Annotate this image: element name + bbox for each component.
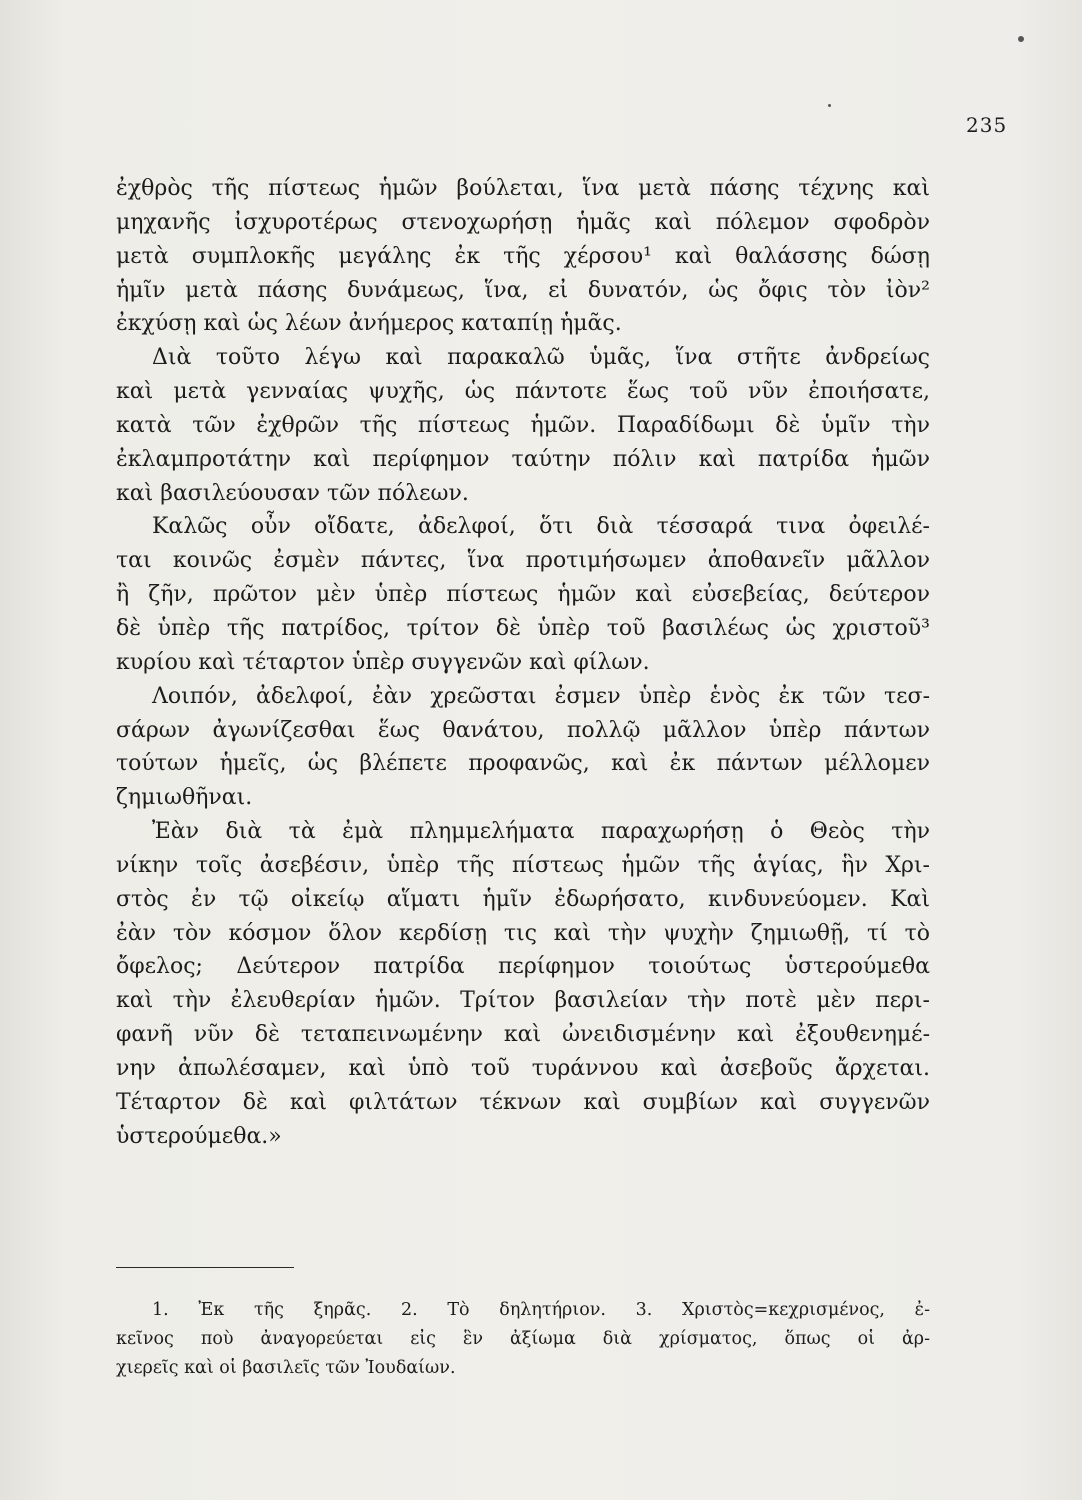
footnote-line: κεῖνος ποὺ ἀναγορεύεται εἰς ἓν ἀξίωμα διὰ χρίσματος, ὅπως οἱ ἀρ-	[116, 1329, 930, 1349]
text-line: μετὰ συμπλοκῆς μεγάλης ἐκ τῆς χέρσου¹ καὶ θαλάσσης δώσῃ	[116, 243, 930, 269]
text-line: μηχανῆς ἰσχυροτέρως στενοχωρήσῃ ἡμᾶς καὶ πόλεμον σφοδρὸν	[116, 209, 930, 235]
text-line: καὶ μετὰ γενναίας ψυχῆς, ὡς πάντοτε ἕως τοῦ νῦν ἐποιήσατε,	[116, 379, 930, 405]
paragraph-first-line: Διὰ τοῦτο λέγω καὶ παρακαλῶ ὑμᾶς, ἵνα στῆτε ἀνδρείως	[152, 345, 930, 371]
text-line: νην ἀπωλέσαμεν, καὶ ὑπὸ τοῦ τυράννου καὶ ἀσεβοῦς ἄρχεται.	[116, 1055, 930, 1081]
text-line: ὄφελος; Δεύτερον πατρίδα περίφημον τοιούτως ὑστερούμεθα	[116, 954, 930, 980]
text-line: τούτων ἡμεῖς, ὡς βλέπετε προφανῶς, καὶ ἐκ πάντων μέλλομεν	[116, 751, 930, 777]
text-line: ἐκλαμπροτάτην καὶ περίφημον ταύτην πόλιν καὶ πατρίδα ἡμῶν	[116, 446, 930, 472]
text-line: Τέταρτον δὲ καὶ φιλτάτων τέκνων καὶ συμβίων καὶ συγγενῶν	[116, 1089, 930, 1115]
text-line: ται κοινῶς ἐσμὲν πάντες, ἵνα προτιμήσωμεν ἀποθανεῖν μᾶλλον	[116, 548, 930, 574]
footnotes	[116, 1296, 930, 1383]
text-line: ἡμῖν μετὰ πάσης δυνάμεως, ἵνα, εἰ δυνατόν, ὡς ὄφις τὸν ἰὸν²	[116, 277, 930, 303]
text-line: ὑστερούμεθα.»	[116, 1123, 282, 1149]
text-line: ἐκχύσῃ καὶ ὡς λέων ἀνήμερος καταπίῃ ἡμᾶς.	[116, 311, 622, 337]
text-line: ἢ ζῆν, πρῶτον μὲν ὑπὲρ πίστεως ἡμῶν καὶ εὐσεβείας, δεύτερον	[116, 582, 930, 608]
text-line: καὶ τὴν ἐλευθερίαν ἡμῶν. Τρίτον βασιλείαν τὴν ποτὲ μὲν περι-	[116, 988, 930, 1014]
text-line: ἐὰν τὸν κόσμον ὅλον κερδίσῃ τις καὶ τὴν ψυχὴν ζημιωθῇ, τί τὸ	[116, 920, 930, 946]
text-line: νίκην τοῖς ἀσεβέσιν, ὑπὲρ τῆς πίστεως ἡμῶν τῆς ἁγίας, ἣν Χρι-	[116, 852, 930, 878]
text-line: σάρων ἀγωνίζεσθαι ἕως θανάτου, πολλῷ μᾶλλον ὑπὲρ πάντων	[116, 717, 930, 743]
footnote-line: 1. Ἐκ τῆς ξηρᾶς. 2. Τὸ δηλητήριον. 3. Χριστὸς=κεχρισμένος, ἐ-	[152, 1300, 930, 1320]
text-line: ζημιωθῆναι.	[116, 785, 253, 811]
footnote-separator	[116, 1267, 294, 1268]
text-line: δὲ ὑπὲρ τῆς πατρίδος, τρίτον δὲ ὑπὲρ τοῦ βασιλέως ὡς χριστοῦ³	[116, 615, 930, 641]
footnote-line: χιερεῖς καὶ οἱ βασιλεῖς τῶν Ἰουδαίων.	[116, 1358, 456, 1378]
page-number: 235	[966, 113, 1008, 137]
text-line: φανῆ νῦν δὲ τεταπεινωμένην καὶ ὠνειδισμένην καὶ ἐξουθενημέ-	[116, 1022, 930, 1048]
text-line: ἐχθρὸς τῆς πίστεως ἡμῶν βούλεται, ἵνα μετὰ πάσης τέχνης καὶ	[116, 176, 930, 201]
text-line: στὸς ἐν τῷ οἰκείῳ αἵματι ἡμῖν ἐδωρήσατο, κινδυνεύομεν. Καὶ	[116, 886, 930, 912]
main-text	[116, 172, 930, 1153]
ink-speck-mark	[828, 104, 831, 107]
text-line: κυρίου καὶ τέταρτον ὑπὲρ συγγενῶν καὶ φίλων.	[116, 649, 650, 675]
text-line: καὶ βασιλεύουσαν τῶν πόλεων.	[116, 480, 469, 506]
paragraph-first-line: Καλῶς οὖν οἴδατε, ἀδελφοί, ὅτι διὰ τέσσαρά τινα ὀφειλέ-	[152, 514, 930, 540]
text-line: κατὰ τῶν ἐχθρῶν τῆς πίστεως ἡμῶν. Παραδίδωμι δὲ ὑμῖν τὴν	[116, 412, 930, 438]
ink-speck-mark	[1018, 36, 1024, 42]
paragraph-first-line: Ἐὰν διὰ τὰ ἐμὰ πλημμελήματα παραχωρήσῃ ὁ Θεὸς τὴν	[152, 819, 930, 845]
paragraph-first-line: Λοιπόν, ἀδελφοί, ἐὰν χρεῶσται ἐσμεν ὑπὲρ ἑνὸς ἐκ τῶν τεσ-	[152, 683, 930, 709]
